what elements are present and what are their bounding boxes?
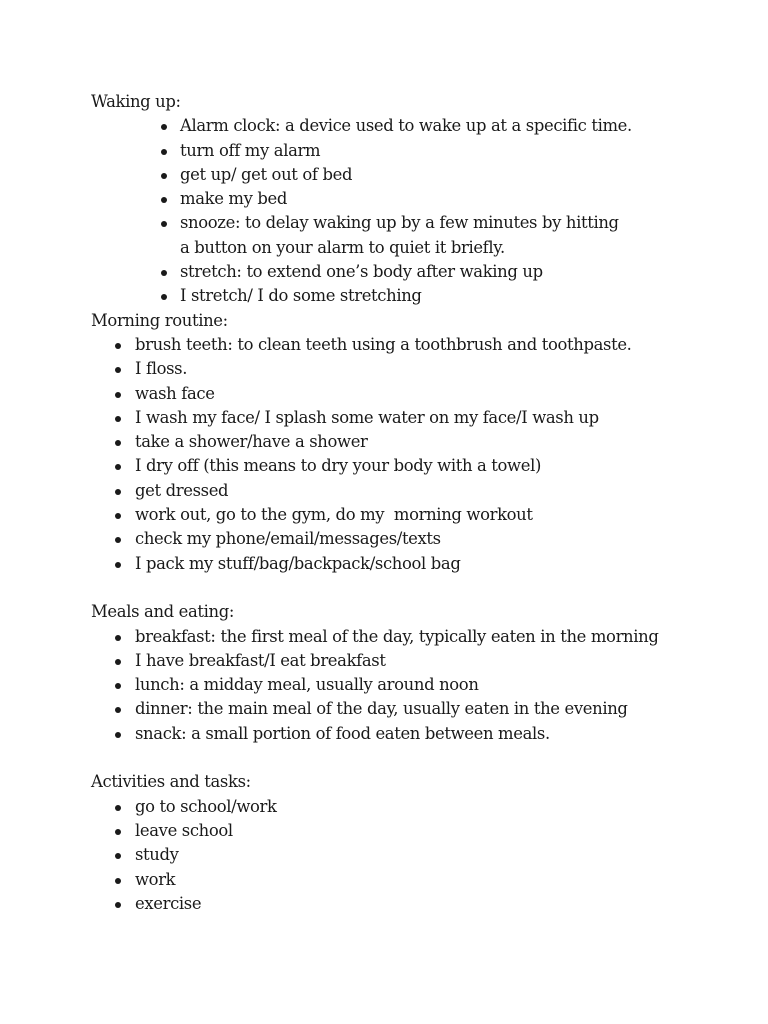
- list-item: [91, 625, 731, 649]
- list-item: [91, 479, 731, 503]
- bullet-icon: [115, 732, 121, 738]
- section-heading-activities-and-tasks: Activities and tasks:: [91, 772, 251, 792]
- list-item: [91, 552, 731, 576]
- bullet-icon: [115, 440, 121, 446]
- bullet-icon: [115, 902, 121, 908]
- list-item-text: stretch: to extend one’s body after waking up: [180, 262, 543, 282]
- list-item: [91, 211, 632, 260]
- list-item: [91, 187, 731, 211]
- bullet-icon: [115, 416, 121, 422]
- morning-routine-list: [91, 333, 731, 576]
- list-item: [91, 333, 731, 357]
- list-item: [91, 819, 731, 843]
- bullet-icon: [161, 197, 167, 203]
- bullet-icon: [115, 343, 121, 349]
- list-item: [91, 430, 731, 454]
- activities-list: [91, 795, 731, 916]
- bullet-icon: [115, 635, 121, 641]
- bullet-icon: [115, 659, 121, 665]
- list-item-text: exercise: [135, 893, 202, 913]
- list-item: [91, 673, 731, 697]
- list-item-text: work: [135, 869, 176, 889]
- list-item-text: I pack my stuff/bag/backpack/school bag: [135, 553, 461, 573]
- bullet-icon: [115, 464, 121, 470]
- list-item-text: I floss.: [135, 359, 188, 379]
- bullet-icon: [161, 173, 167, 179]
- bullet-icon: [115, 562, 121, 568]
- list-item: [91, 722, 731, 746]
- list-item-text: study: [135, 845, 179, 865]
- meals-list: [91, 625, 731, 746]
- bullet-icon: [115, 367, 121, 373]
- list-item: [91, 503, 731, 527]
- list-item-text: work out, go to the gym, do my morning workout: [135, 505, 533, 525]
- list-item-text: dinner: the main meal of the day, usually eaten in the evening: [135, 699, 628, 719]
- waking-up-list: [91, 114, 731, 308]
- list-item: [91, 868, 731, 892]
- list-item-text: make my bed: [180, 189, 288, 209]
- list-item: [91, 843, 731, 867]
- list-item-text: leave school: [135, 820, 233, 840]
- list-item-text: I wash my face/ I splash some water on my face/I wash up: [135, 407, 599, 427]
- list-item: [91, 260, 731, 284]
- list-item-text: I have breakfast/I eat breakfast: [135, 650, 386, 670]
- list-item-text: check my phone/email/messages/texts: [135, 529, 441, 549]
- list-item: [91, 649, 731, 673]
- bullet-icon: [115, 489, 121, 495]
- list-item-text: snack: a small portion of food eaten between meals.: [135, 723, 550, 743]
- section-heading-waking-up: Waking up:: [91, 92, 181, 111]
- list-item: [91, 697, 731, 721]
- list-item-text: take a shower/have a shower: [135, 432, 368, 452]
- list-item-text: I stretch/ I do some stretching: [180, 286, 422, 306]
- bullet-icon: [161, 294, 167, 300]
- bullet-icon: [115, 878, 121, 884]
- list-item-text: get dressed: [135, 480, 229, 500]
- list-item: [91, 454, 731, 478]
- section-heading-morning-routine: Morning routine:: [91, 310, 228, 330]
- list-item-text: I dry off (this means to dry your body with a towel): [135, 456, 542, 476]
- list-item-text: brush teeth: to clean teeth using a toothbrush and toothpaste.: [135, 334, 632, 354]
- list-item: [91, 114, 731, 138]
- bullet-icon: [161, 270, 167, 276]
- list-item: [91, 357, 731, 381]
- section-heading-meals-and-eating: Meals and eating:: [91, 602, 235, 622]
- list-item: [91, 139, 731, 163]
- document-page: [91, 90, 731, 916]
- bullet-icon: [161, 149, 167, 155]
- list-item-text: turn off my alarm: [180, 140, 321, 160]
- bullet-icon: [161, 221, 167, 227]
- bullet-icon: [115, 707, 121, 713]
- list-item: [91, 795, 731, 819]
- list-item-text: lunch: a midday meal, usually around noon: [135, 675, 479, 695]
- spacer: [91, 746, 731, 770]
- bullet-icon: [115, 829, 121, 835]
- list-item: [91, 892, 731, 916]
- list-item-text: wash face: [135, 383, 215, 403]
- bullet-icon: [115, 513, 121, 519]
- list-item: [91, 284, 731, 308]
- bullet-icon: [115, 683, 121, 689]
- list-item-text: get up/ get out of bed: [180, 164, 353, 184]
- bullet-icon: [161, 124, 167, 130]
- list-item-text: Alarm clock: a device used to wake up at a specific time.: [180, 116, 632, 136]
- spacer: [91, 576, 731, 600]
- list-item-text: snooze: to delay waking up by a few minutes by hitting a button on your alarm to quiet it briefly.: [180, 213, 619, 257]
- list-item: [91, 527, 731, 551]
- list-item: [91, 382, 731, 406]
- bullet-icon: [115, 392, 121, 398]
- list-item-text: breakfast: the first meal of the day, typically eaten in the morning: [135, 626, 659, 646]
- bullet-icon: [115, 853, 121, 859]
- bullet-icon: [115, 805, 121, 811]
- list-item-text: go to school/work: [135, 796, 277, 816]
- bullet-icon: [115, 537, 121, 543]
- list-item: [91, 163, 731, 187]
- list-item: [91, 406, 731, 430]
